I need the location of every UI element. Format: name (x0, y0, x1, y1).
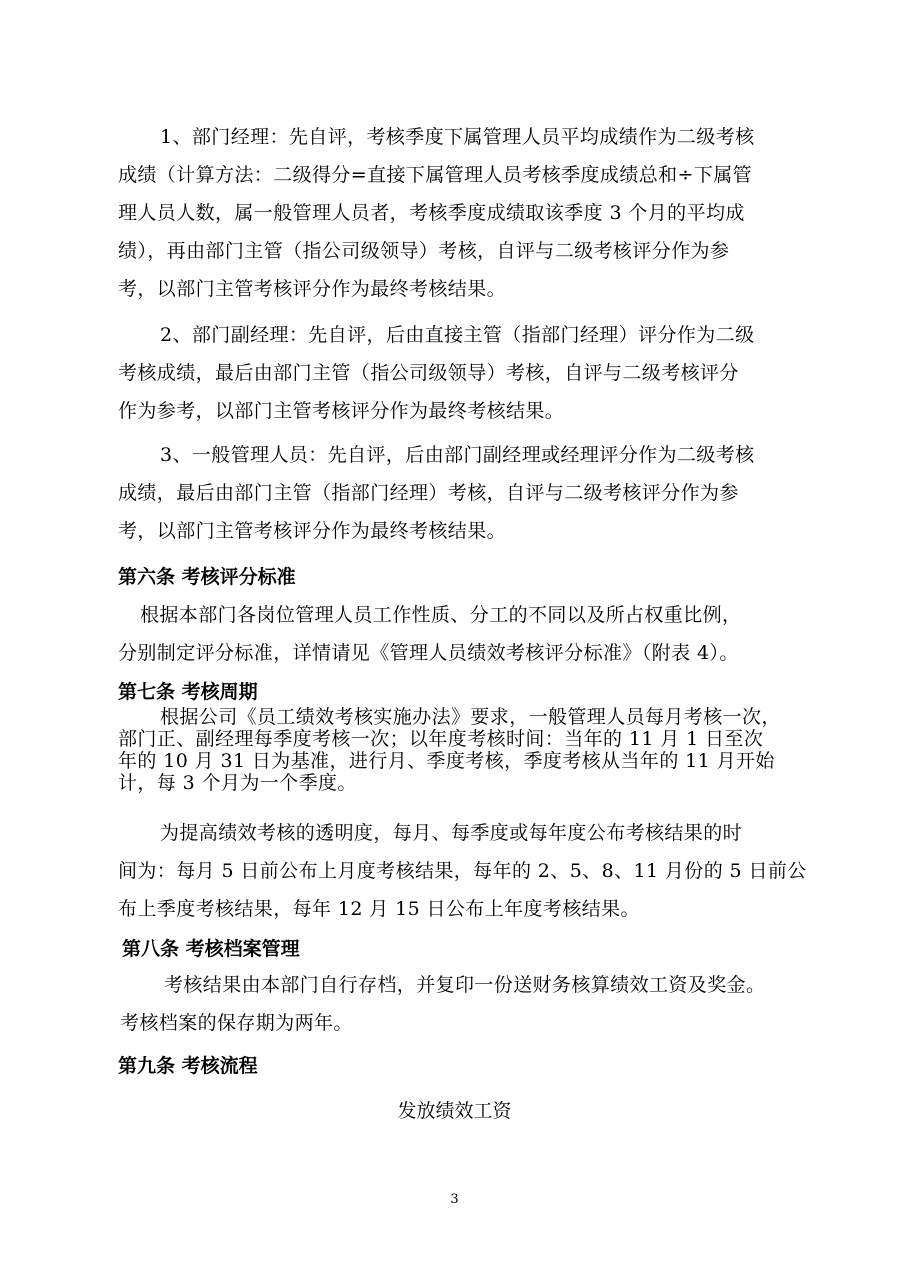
text-line: 成绩，最后由部门主管（指部门经理）考核，自评与二级考核评分作为参 (118, 482, 739, 504)
text-line: 考核档案的保存期为两年。 (120, 1012, 353, 1034)
text-line: 作为参考，以部门主管考核评分作为最终考核结果。 (118, 400, 565, 422)
text-line: 成绩（计算方法：二级得分=直接下属管理人员考核季度成绩总和÷下属管 (118, 164, 753, 186)
text-line: 部门正、副经理每季度考核一次；以年度考核时间：当年的 11 月 1 日至次 (118, 728, 764, 750)
text-line: 理人员人数，属一般管理人员者，考核季度成绩取该季度 3 个月的平均成 (118, 202, 745, 224)
heading-article-6: 第六条 考核评分标准 (118, 566, 296, 588)
text-line: 考，以部门主管考核评分作为最终考核结果。 (118, 520, 507, 542)
text-line: 考核结果由本部门自行存档，并复印一份送财务核算绩效工资及奖金。 (164, 974, 766, 996)
paragraph-assessment-cycle (118, 706, 781, 794)
text-line: 绩），再由部门主管（指公司级领导）考核，自评与二级考核评分作为参 (118, 240, 730, 262)
flow-label: 发放绩效工资 (397, 1100, 512, 1122)
text-line: 计，每 3 个月为一个季度。 (118, 772, 357, 794)
text-line: 年的 10 月 31 日为基准，进行月、季度考核，季度考核从当年的 11 月开始 (118, 750, 775, 772)
text-line: 根据本部门各岗位管理人员工作性质、分工的不同以及所占权重比例， (140, 604, 742, 626)
text-line: 为提高绩效考核的透明度，每月、每季度或每年度公布考核结果的时 (160, 822, 743, 844)
text-line: 1、部门经理：先自评，考核季度下属管理人员平均成绩作为二级考核 (160, 126, 755, 148)
paragraph-archive-management (120, 966, 765, 1042)
paragraph-publication-schedule (118, 814, 807, 928)
heading-article-8: 第八条 考核档案管理 (122, 938, 300, 960)
text-line: 3、一般管理人员：先自评，后由部门副经理或经理评分作为二级考核 (160, 444, 755, 466)
paragraph-scoring-standard (118, 596, 741, 672)
text-line: 布上季度考核结果，每年 12 月 15 日公布上年度考核结果。 (118, 898, 640, 920)
text-line: 间为：每月 5 日前公布上月度考核结果，每年的 2、5、8、11 月份的 5 日前公 (118, 860, 807, 882)
text-line: 分别制定评分标准，详情请见《管理人员绩效考核评分标准》（附表 4）。 (118, 642, 739, 664)
heading-article-7: 第七条 考核周期 (118, 681, 258, 703)
page-number: 3 (450, 1192, 459, 1207)
text-line: 考核成绩，最后由部门主管（指公司级领导）考核，自评与二级考核评分 (118, 362, 739, 384)
paragraph-deputy-manager (118, 316, 755, 430)
paragraph-general-staff (118, 436, 755, 550)
text-line: 2、部门副经理：先自评，后由直接主管（指部门经理）评分作为二级 (160, 324, 755, 346)
paragraph-dept-manager (118, 118, 755, 308)
heading-article-9: 第九条 考核流程 (118, 1055, 258, 1077)
text-line: 根据公司《员工绩效考核实施办法》要求，一般管理人员每月考核一次， (160, 706, 781, 728)
text-line: 考，以部门主管考核评分作为最终考核结果。 (118, 278, 507, 300)
